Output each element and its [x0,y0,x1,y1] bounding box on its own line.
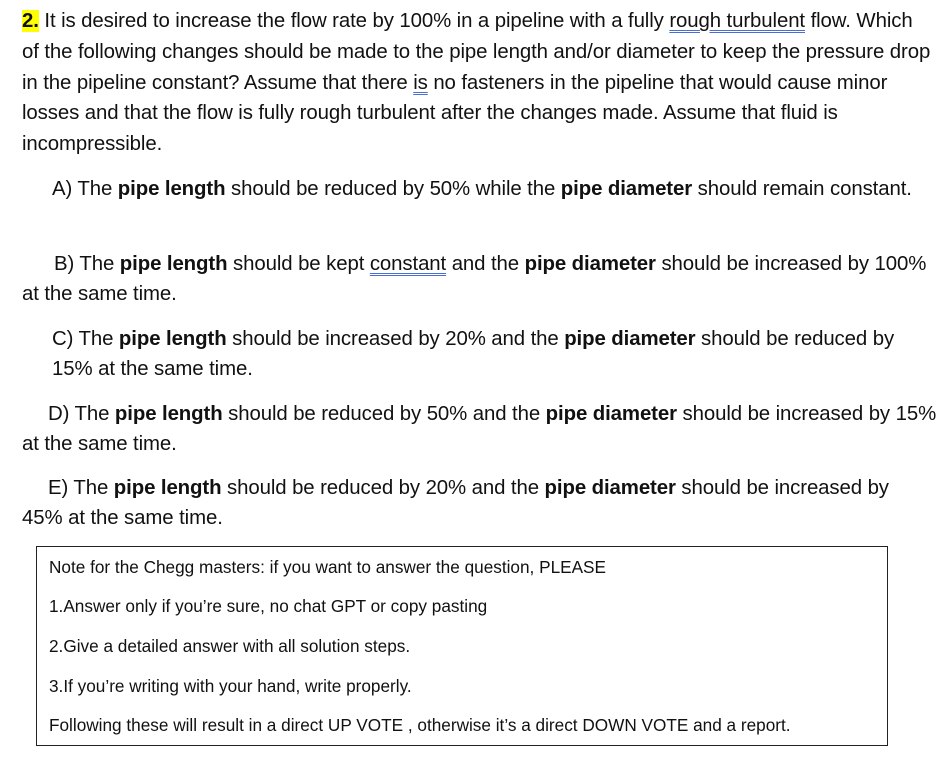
note-item-1: 1.Answer only if you’re sure, no chat GPT or copy pasting [49,596,488,616]
note-heading: Note for the Chegg masters: if you want to answer the question, PLEASE [49,557,606,577]
option-b [22,249,927,309]
option-d-suffix: should be increased by 15% at the same time. [22,403,937,455]
option-c [52,324,922,384]
option-e [22,473,927,533]
option-c-pipe-diameter: pipe diameter [564,328,696,350]
option-b-mid-b: and the [446,253,525,275]
question-number: 2. [22,10,39,32]
question-paragraph [22,6,932,160]
option-e-suffix: should be increased by 45% at the same time. [22,477,889,529]
option-a-mid: should be reduced by 50% while the [225,178,561,200]
option-d-mid: should be reduced by 50% and the [222,403,546,425]
option-e-prefix: E) The [48,477,114,499]
option-a-prefix: A) The [52,178,118,200]
option-a-suffix: should remain constant. [692,178,912,200]
option-e-pipe-length: pipe length [113,477,222,499]
option-d-pipe-diameter: pipe diameter [545,403,677,425]
question-text-1: It is desired to increase the flow rate by 100% in a pipeline with a fully [38,10,670,32]
underlined-rough-turbulent: rough turbulent [669,10,805,32]
option-c-mid: should be increased by 20% and the [226,328,565,350]
option-d-prefix: D) The [48,403,115,425]
note-item-2: 2.Give a detailed answer with all solution steps. [49,636,411,656]
option-e-pipe-diameter: pipe diameter [544,477,676,499]
note-box [36,546,888,746]
option-c-prefix: C) The [52,328,119,350]
option-b-prefix: B) The [54,253,120,275]
question-text-2: flow. Which of the following changes should be made to the pipe length and/or diameter to keep the pressure drop in the pipeline constant? Assume that there [22,10,931,94]
option-d-pipe-length: pipe length [114,403,223,425]
option-c-pipe-length: pipe length [118,328,227,350]
option-a-pipe-length: pipe length [117,178,226,200]
question-text-3: no fasteners in the pipeline that would cause minor losses and that the flow is fully rough turbulent after the changes made. Assume that fluid is incompressible. [22,71,888,156]
option-a [52,174,912,204]
option-b-mid-a: should be kept [227,253,370,275]
underlined-is: is [413,71,428,94]
option-b-pipe-length: pipe length [119,253,228,275]
option-a-pipe-diameter: pipe diameter [560,178,693,200]
note-footer: Following these will result in a direct UP VOTE , otherwise it’s a direct DOWN VOTE and a report. [49,715,791,735]
underlined-constant: constant [369,253,447,275]
option-b-suffix: should be increased by 100% at the same time. [22,253,927,305]
option-b-pipe-diameter: pipe diameter [524,253,656,275]
note-item-3: 3.If you’re writing with your hand, write properly. [49,676,412,696]
option-d [22,399,937,459]
option-e-mid: should be reduced by 20% and the [221,477,545,499]
option-c-suffix: should be reduced by 15% at the same time. [52,328,895,380]
